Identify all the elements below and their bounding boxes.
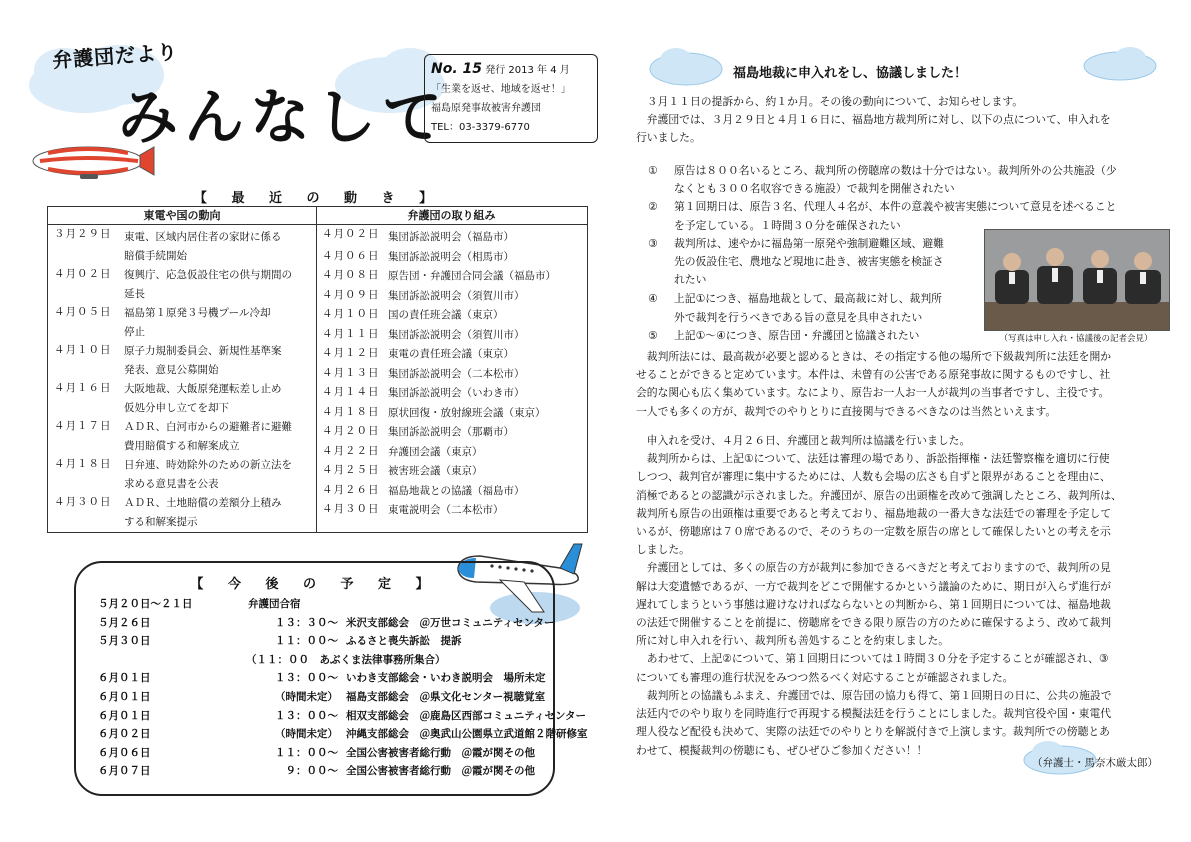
schedule-row	[98, 708, 586, 723]
row-date: ４月２５日	[322, 464, 380, 476]
article-title: 福島地裁に申入れをし、協議しました！	[732, 66, 967, 81]
schedule-time: （時間未定）	[275, 728, 338, 741]
request-item-line: 先の仮設住宅、農地など現地に赴き、被害実態を検証さ	[674, 255, 944, 268]
article-para1-line: 会的な関心も広く集めています。なにより、原告お一人お一人が裁判の当事者ですし、主役です。	[636, 386, 1110, 400]
article-para1-line: せることができると定めています。本件は、未曾有の公害である原発事故に関するものですし、社	[636, 368, 1111, 382]
article-para3	[636, 687, 1168, 760]
recent-right-row	[316, 305, 587, 325]
request-item	[648, 235, 944, 290]
schedule-note: （１１：００ あぶくま法律事務所集合）	[246, 653, 446, 666]
article-para2-line: 解は大変遺憾であるが、一方で裁判をどこで開催するかという議論のために、期日が入らず進行が	[636, 579, 1112, 593]
schedule-text: いわき支部総会・いわき説明会 場所未定	[346, 672, 546, 685]
row-text-line: 東電、区域内居住者の家財に係る	[124, 231, 282, 243]
row-text-line: 求める意見書を公表	[124, 477, 219, 490]
article-para2-line: しつつ、裁判官が審理に集中するためには、人数も会場の広さも自ずと限界があることを理由に、	[636, 470, 1111, 484]
article-intro-line: 弁護団では、３月２９日と４月１６日に、福島地方裁判所に対し、以下の点について、申入れを	[636, 113, 1111, 127]
row-date: ４月０８日	[322, 269, 380, 281]
row-date: ４月０６日	[322, 249, 380, 262]
schedule-time: １３：３０〜	[275, 616, 338, 629]
schedule-time: １１：００〜	[275, 635, 338, 648]
recent-right-row	[316, 266, 587, 286]
row-date: ４月０２日	[322, 228, 380, 240]
request-item-line: 第１回期日は、原告３名、代理人４名が、本件の意義や被害実態について意見を述べること	[674, 200, 1117, 214]
row-date: ４月１７日	[54, 420, 112, 432]
newsletter-title: みんなして	[118, 83, 448, 153]
request-item-line: 外で裁判を行うべきである旨の意見を具申されたい	[674, 310, 923, 324]
newsletter-subtitle: 弁護団だより	[51, 39, 179, 73]
row-date: ４月１６日	[54, 382, 112, 394]
article-para2-line: 消極であるとの認識が示されました。弁護団が、原告の出頭権を改めて強調したところ、裁判所は、	[636, 488, 1122, 502]
row-text	[124, 228, 316, 265]
request-item-text	[674, 327, 919, 345]
recent-left-row	[48, 341, 316, 379]
request-item-text	[674, 235, 944, 290]
recent-right-row	[316, 325, 587, 345]
schedule-time: １１：００〜	[275, 746, 338, 759]
recent-left-row	[48, 455, 316, 493]
schedule-text: ふるさと喪失訴訟 提訴	[346, 635, 462, 648]
recent-left-row	[48, 265, 316, 303]
request-item-line: 原告は８００名いるところ、裁判所の傍聴席の数は十分ではない。裁判所外の公共施設（少	[674, 164, 1117, 177]
schedule-text: 全国公害被害者総行動 ＠霞が関その他	[346, 746, 535, 759]
article-intro-line: 行いました。	[636, 131, 701, 145]
row-text	[124, 456, 316, 493]
row-text: 国の責任班会議（東京）	[388, 309, 504, 321]
schedule-date: ６月０６日	[98, 746, 151, 759]
recent-right-row	[316, 225, 587, 247]
article-para2-line: 裁判所からは、上記①について、法廷は審理の場であり、訴訟指揮権・法廷警察権を適切に行使	[636, 452, 1110, 466]
article-para2-line: しました。	[636, 543, 690, 557]
row-text: 集団訴訟説明会（相馬市）	[388, 250, 514, 263]
row-text-line: 発表、意見公募開始	[124, 363, 219, 376]
row-date: ４月１８日	[322, 405, 380, 418]
request-item-number: ⑤	[648, 328, 658, 342]
issue-number: No. 15	[431, 61, 483, 77]
schedule-row	[98, 689, 545, 704]
row-text	[124, 342, 316, 379]
schedule-date: ５月３０日	[98, 635, 151, 648]
row-text-line: する和解案提示	[124, 515, 198, 528]
request-item	[648, 162, 1117, 198]
article-para2-line: の法廷で開催することを前提に、傍聴席をできる限り原告の方のために確保するよう、改めて裁判	[636, 616, 1112, 630]
recent-right-row	[316, 286, 587, 306]
row-text-line: 日弁連、時効除外のための新立法を	[124, 459, 292, 471]
row-text: 被害班会議（東京）	[388, 465, 483, 477]
row-text-line: ＡＤＲ、土地賠償の差額分上積み	[124, 497, 282, 509]
article-para2-line: についても審理の進行状況をみつつ然るべく対応することが確認されました。	[636, 670, 1014, 684]
blimp-illustration	[28, 143, 158, 183]
schedule-date: ６月０１日	[98, 691, 151, 703]
recent-right-row	[316, 403, 587, 423]
schedule-date: ６月０２日	[98, 728, 151, 741]
row-text-line: 原子力規制委員会、新規性基準案	[124, 345, 282, 357]
row-date: ４月２６日	[322, 483, 380, 496]
request-item-line: なくとも３００名収容できる施設）で裁判を開催されたい	[674, 182, 955, 196]
request-item-text	[674, 162, 1117, 198]
press-conference-photo-graphic	[985, 230, 1169, 330]
recent-right-column	[316, 207, 587, 532]
press-conference-photo	[984, 229, 1170, 331]
recent-right-row	[316, 383, 587, 403]
article-para2-line: 申入れを受け、４月２６日、弁護団と裁判所は協議を行いました。	[636, 434, 971, 447]
row-text: 福島地裁との協議（福島市）	[388, 484, 525, 497]
schedule-date: ６月０１日	[98, 672, 151, 685]
row-date: ４月０５日	[54, 306, 112, 318]
row-text-line: 停止	[124, 325, 145, 338]
article-para2-line: 裁判所も原告の出頭権は重要であると考えており、福島地裁の一番大きな法廷での審理を予定して	[636, 506, 1112, 520]
schedule-row	[98, 596, 301, 611]
request-item	[648, 327, 919, 345]
row-text	[124, 304, 316, 341]
recent-right-row	[316, 344, 587, 364]
issue-tel: TEL：03-3379-6770	[431, 122, 530, 133]
issue-org: 福島原発事故被害弁護団	[431, 103, 541, 114]
schedule-row	[246, 652, 446, 667]
recent-left-row	[48, 303, 316, 341]
schedule-row	[98, 763, 535, 778]
row-text	[124, 494, 316, 531]
row-date: ３月２９日	[54, 228, 112, 240]
schedule-text: 全国公害被害者総行動 ＠霞が関その他	[346, 765, 535, 778]
row-date: ４月１０日	[322, 308, 380, 320]
recent-heading: 【 最 近 の 動 き 】	[193, 191, 443, 206]
article-byline: （弁護士・馬奈木厳太郎）	[1032, 757, 1158, 769]
article-para3-line: 法廷内でのやり取りを同時進行で再現する模擬法廷を行うことにしました。裁判官役や国・東電代	[636, 707, 1112, 721]
request-item-text	[674, 290, 942, 326]
schedule-row	[98, 633, 462, 648]
request-item-line: 上記①〜④につき、原告団・弁護団と協議されたい	[674, 328, 920, 342]
recent-left-row	[48, 379, 316, 417]
recent-left-row	[48, 493, 316, 531]
article-para2-line: 遅れてしまうという事態は避けなければならないとの判断から、第１回期日については、福島地裁	[636, 597, 1111, 611]
row-text: 東電説明会（二本松市）	[388, 504, 504, 516]
row-date: ４月３０日	[322, 503, 380, 515]
request-item-line: 上記①につき、福島地裁として、最高裁に対し、裁判所	[674, 292, 942, 306]
schedule-row	[98, 745, 535, 760]
article-para2	[636, 432, 1168, 687]
row-text-line: 福島第１原発３号機プール冷却	[124, 307, 271, 319]
issue-date: 発行 2013 年 4 月	[485, 65, 570, 76]
schedule-time: １３：００〜	[275, 672, 338, 685]
article-para2-line: いるが、傍聴席は７０席であるので、そのうちの一定数を原告の席として確保したいとの考えを示	[636, 525, 1111, 539]
schedule-date: ５月２６日	[98, 616, 151, 629]
row-text: 集団訴訟説明会（須賀川市）	[388, 328, 525, 341]
schedule-row	[98, 726, 588, 741]
article-para3-line: わせて、模擬裁判の傍聴にも、ぜひぜひご参加ください！！	[636, 743, 928, 757]
row-text	[124, 266, 316, 303]
request-item-number: ③	[648, 236, 658, 250]
row-date: ４月１０日	[54, 344, 112, 356]
row-text-line: 大阪地裁、大飯原発運転差し止め	[124, 383, 282, 395]
article-para1-line: 裁判所法には、最高裁が必要と認めるときは、その指定する他の場所で下級裁判所に法廷を開か	[636, 350, 1112, 363]
recent-right-row	[316, 461, 587, 481]
row-date: ４月１４日	[322, 386, 380, 398]
article-para2-line: 所に対し申入れを行い、裁判所も善処することを約束しました。	[636, 634, 950, 648]
row-text	[124, 418, 316, 455]
issue-info-box	[424, 54, 598, 143]
row-text: 弁護団会議（東京）	[388, 445, 483, 458]
article-para3-line: 理人役など配役も決めて、実際の法廷でのやりとりを解説付きで上演します。裁判所での傍聴とあ	[636, 725, 1110, 739]
row-date: ４月１２日	[322, 347, 380, 359]
article-intro	[636, 93, 1168, 148]
schedule-date: ６月０７日	[98, 765, 151, 778]
schedule-time: ９：００〜	[285, 765, 338, 778]
left-column-header: 東電や国の動向	[48, 207, 316, 225]
schedule-row	[98, 615, 555, 630]
recent-right-row	[316, 364, 587, 384]
row-date: ４月３０日	[54, 496, 112, 508]
row-text-line: 復興庁、応急仮設住宅の供与期間の	[124, 269, 292, 281]
row-text	[124, 380, 316, 417]
right-column-header: 弁護団の取り組み	[316, 207, 587, 225]
article-para1	[636, 348, 1168, 421]
issue-slogan: 「生業を返せ、地域を返せ！」	[431, 84, 571, 95]
row-text: 集団訴訟説明会（福島市）	[388, 231, 514, 243]
request-item-line: 裁判所は、速やかに福島第一原発や強制避難区域、避難	[674, 236, 944, 250]
row-date: ４月１３日	[322, 366, 380, 379]
schedule-text: 相双支部総会 ＠鹿島区西部コミュニティセンター	[346, 709, 587, 722]
row-text-line: 仮処分申し立てを却下	[124, 401, 229, 414]
recent-right-row	[316, 481, 587, 501]
row-date: ４月１１日	[322, 327, 380, 340]
row-text-line: ＡＤＲ、白河市からの避難者に避難	[124, 421, 292, 433]
recent-right-row	[316, 247, 587, 267]
row-date: ４月０２日	[54, 268, 112, 280]
row-text-line: 延長	[124, 287, 145, 300]
row-text: 原状回復・放射線班会議（東京）	[388, 406, 546, 419]
schedule-heading: 【 今 後 の 予 定 】	[190, 577, 439, 592]
recent-right-row	[316, 442, 587, 462]
row-text: 集団訴訟説明会（二本松市）	[388, 367, 525, 380]
row-text-line: 賠償手続開始	[124, 249, 187, 262]
row-date: ４月２２日	[322, 444, 380, 457]
row-text: 集団訴訟説明会（那覇市）	[388, 426, 514, 438]
article-intro-line: ３月１１日の提訴から、約１か月。その後の動向について、お知らせします。	[636, 95, 1024, 108]
recent-right-row	[316, 500, 587, 520]
recent-left-column	[48, 207, 317, 532]
cloud-illustration	[1080, 44, 1160, 84]
schedule-date: ６月０１日	[98, 709, 151, 722]
article-para1-line: 一人でも多くの方が、裁判でのやりとりに直接関与できるべきなのは当然といえます。	[636, 404, 1057, 418]
request-item-line: を予定している。１時間３０分を確保されたい	[674, 218, 901, 232]
schedule-time: （時間未定）	[275, 691, 338, 703]
recent-left-row	[48, 417, 316, 455]
row-text: 東電の責任班会議（東京）	[388, 348, 514, 360]
schedule-text: 福島支部総会 ＠県文化センター視聴覚室	[346, 691, 546, 703]
schedule-text: 弁護団合宿	[248, 598, 301, 610]
row-text: 原告団・弁護団合同会議（福島市）	[388, 270, 556, 282]
row-date: ４月２０日	[322, 425, 380, 437]
request-item-line: れたい	[674, 273, 707, 287]
row-text: 集団訴訟説明会（須賀川市）	[388, 289, 525, 302]
request-item-number: ①	[648, 164, 658, 177]
schedule-date: ５月２０日〜２１日	[98, 598, 193, 610]
article-para2-line: あわせて、上記②について、第１回期日については１時間３０分を予定することが確認され、③	[636, 652, 1109, 666]
row-date: ４月０９日	[322, 288, 380, 301]
recent-left-row	[48, 225, 316, 265]
article-para3-line: 裁判所との協議もふまえ、弁護団では、原告団の協力も得て、第１回期日の日に、公共の施設で	[636, 689, 1112, 702]
recent-right-row	[316, 422, 587, 442]
row-text-line: 費用賠償する和解案成立	[124, 439, 240, 452]
schedule-text: 米沢支部総会 ＠万世コミュニティセンター	[346, 616, 555, 629]
recent-table	[47, 206, 588, 533]
schedule-time: １３：００〜	[275, 709, 338, 722]
photo-caption: （写真は申し入れ・協議後の記者会見）	[999, 334, 1153, 344]
schedule-row	[98, 670, 546, 685]
row-text: 集団訴訟説明会（いわき市）	[388, 387, 525, 399]
article-para2-line: 弁護団としては、多くの原告の方が裁判に参加できるべきだと考えておりますので、裁判所の見	[636, 561, 1111, 575]
request-item-number: ④	[648, 292, 658, 306]
row-date: ４月１８日	[54, 458, 112, 470]
request-item	[648, 290, 942, 326]
request-item-number: ②	[648, 200, 658, 214]
schedule-text: 沖縄支部総会 ＠奥武山公園県立武道館２階研修室	[346, 728, 588, 741]
